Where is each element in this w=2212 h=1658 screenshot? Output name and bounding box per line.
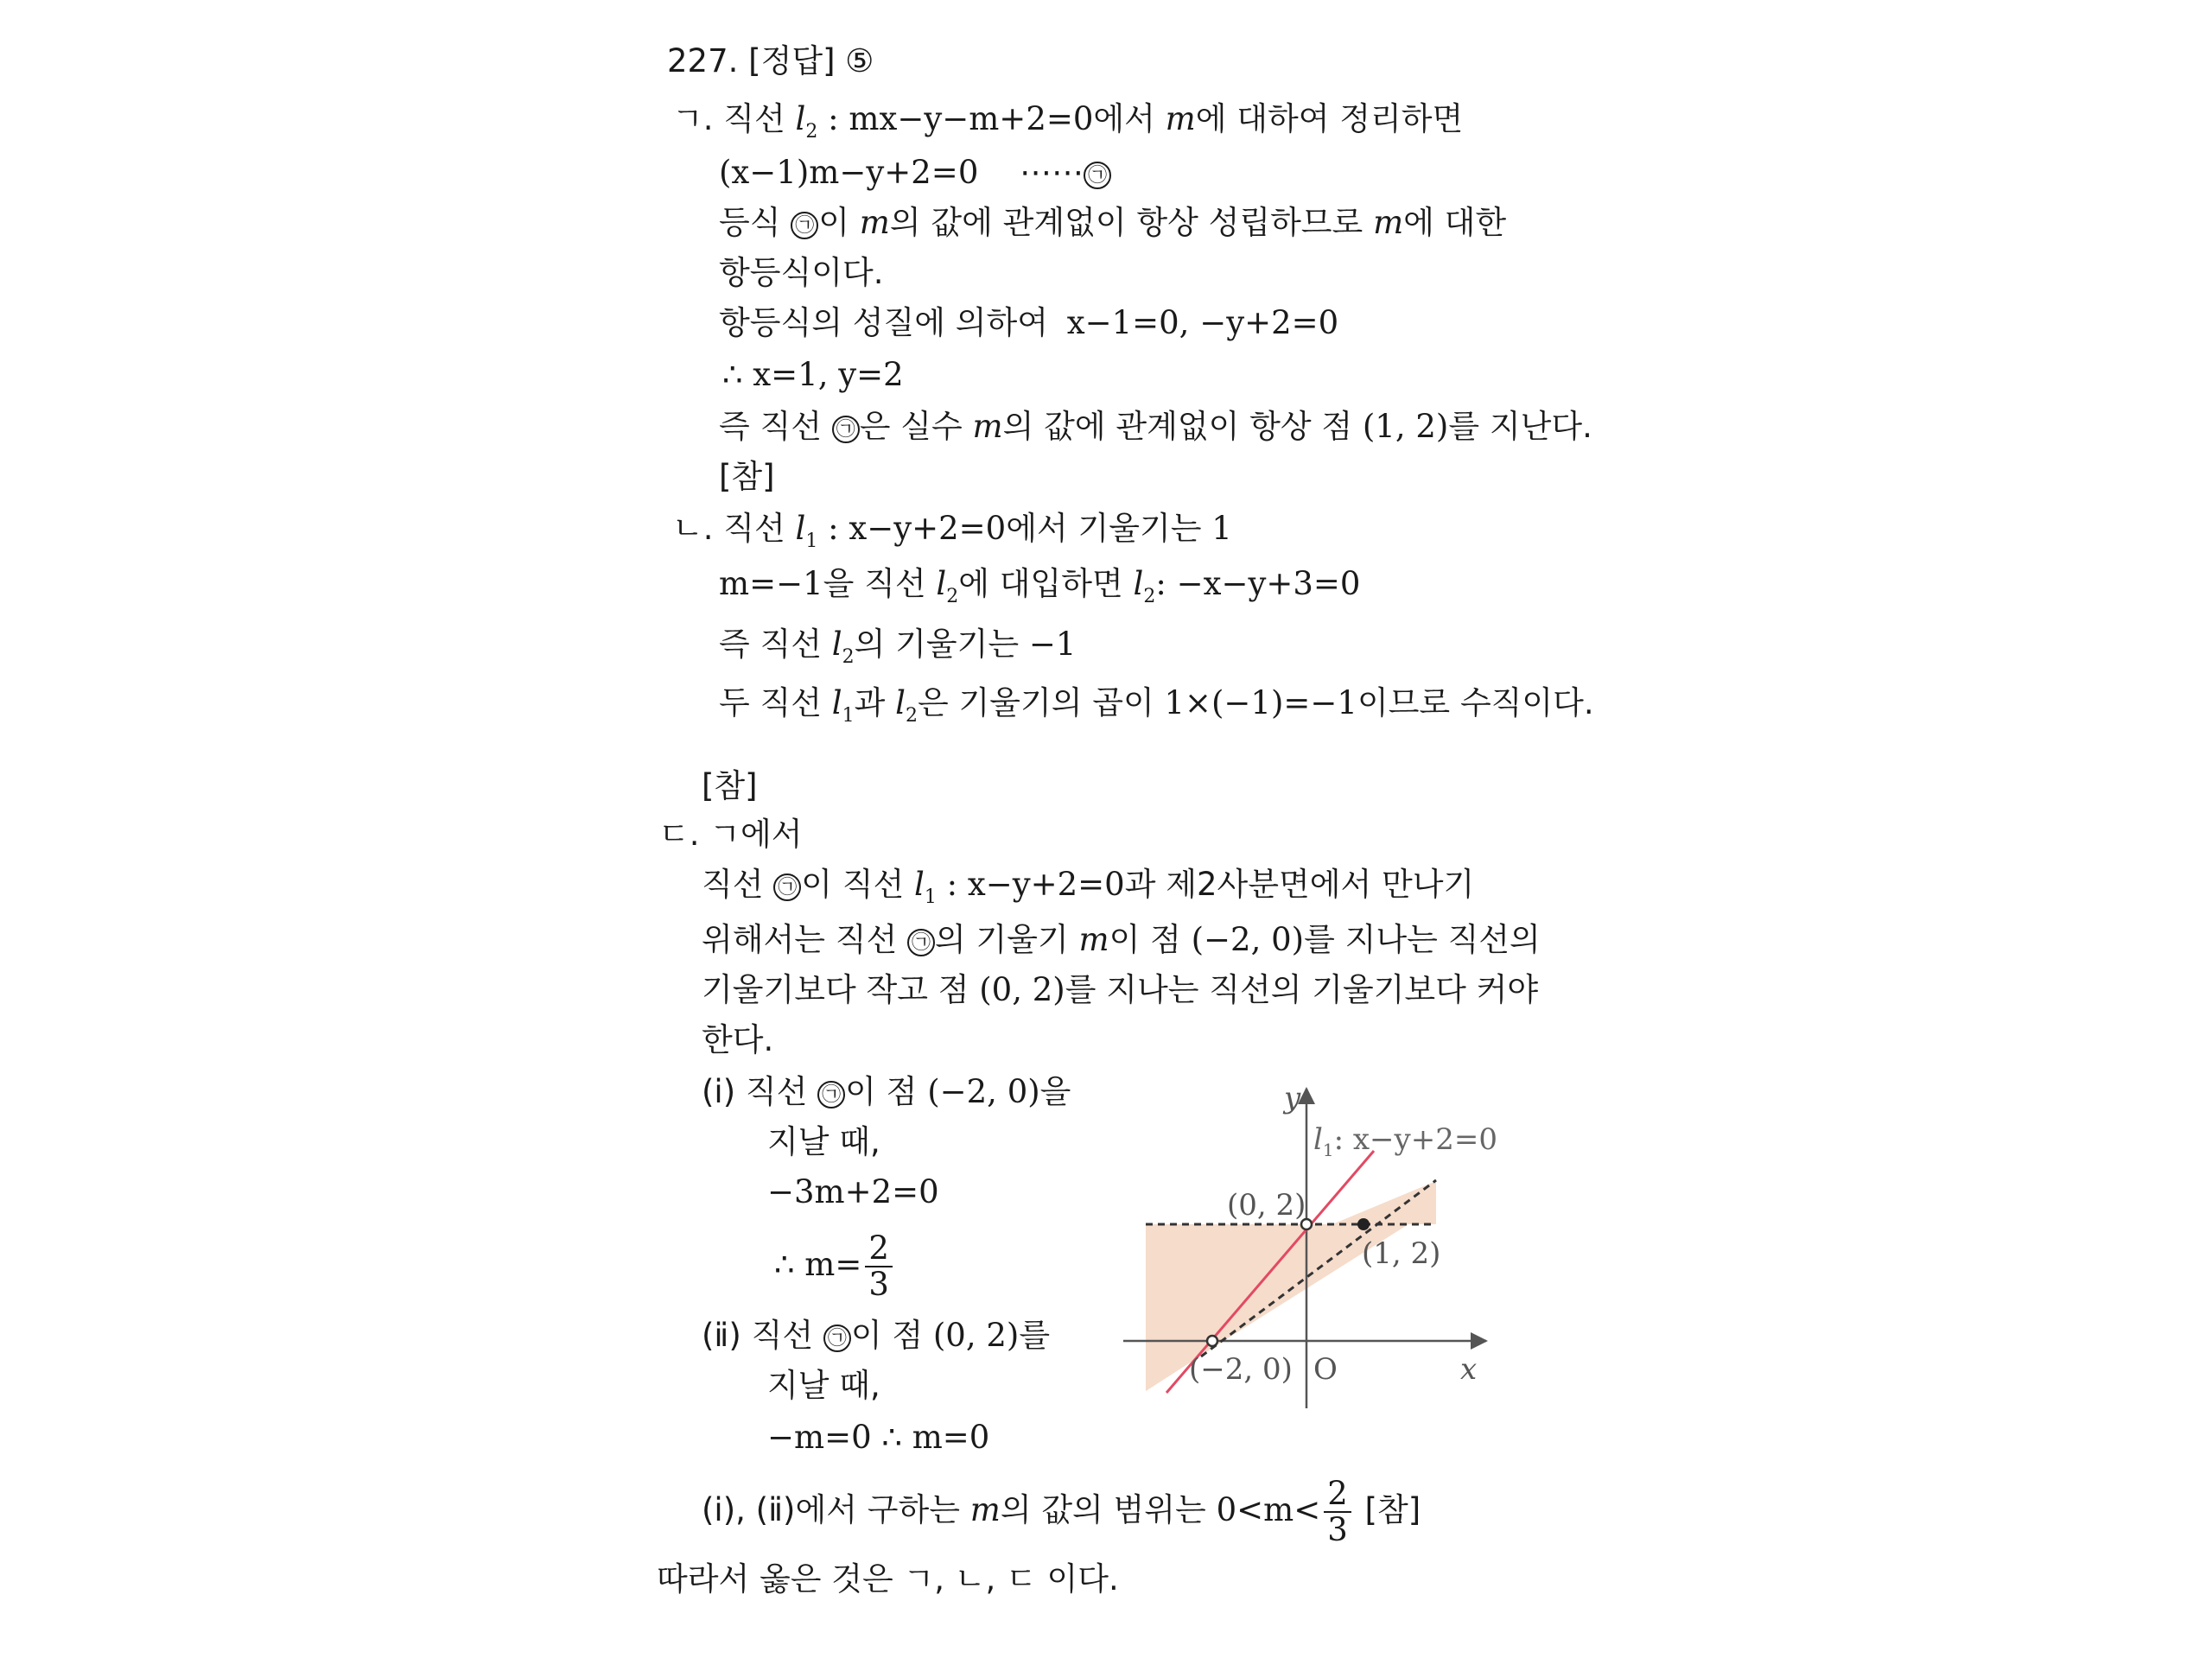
circle-mark: ㉠ <box>832 416 860 443</box>
l-symbol: l <box>936 565 947 602</box>
l1-equation: : x−y+2=0 <box>946 866 1125 903</box>
text: ∴ m= <box>774 1246 862 1283</box>
subscript: 2 <box>905 705 918 727</box>
case2-line1 <box>702 1317 1050 1355</box>
equation: x−1=0, −y+2=0 <box>1066 304 1339 341</box>
text: 이 점 <box>850 1317 924 1354</box>
part-b-line1 <box>672 510 1232 561</box>
part-a-marker: ㄱ. <box>672 100 714 137</box>
subscript: 1 <box>805 530 818 552</box>
fraction <box>865 1231 893 1302</box>
subscript: 1 <box>842 705 855 727</box>
l-symbol: l <box>1313 1122 1323 1157</box>
text: 의 값에 관계없이 항상 점 <box>1002 408 1353 445</box>
part-c-line2 <box>702 921 1541 959</box>
text: 항등식의 성질에 의하여 <box>719 304 1048 341</box>
text: 에 대한 <box>1403 204 1507 241</box>
text: 을 <box>1039 1073 1071 1110</box>
circle-mark: ㉠ <box>773 873 801 901</box>
point: (1, 2) <box>1362 408 1449 445</box>
dots: ⋯⋯ <box>1020 154 1084 191</box>
part-a-line4: 항등식이다. <box>719 254 884 291</box>
part-a-line3 <box>719 204 1506 242</box>
part-c-line1 <box>702 866 1474 917</box>
var-m: m <box>1373 204 1404 241</box>
x-axis-label: x <box>1460 1352 1478 1387</box>
text: 를 지난다. <box>1448 408 1592 445</box>
text: 의 기울기 <box>934 921 1069 958</box>
label-point-0-2: (0, 2) <box>1227 1188 1306 1223</box>
text: 이 <box>818 204 849 241</box>
numerator: 2 <box>865 1231 893 1267</box>
point: (−2, 0) <box>927 1073 1040 1110</box>
case-label: (ⅰ) <box>702 1073 736 1110</box>
conclusion: 따라서 옳은 것은 ㄱ, ㄴ, ㄷ 이다. <box>657 1560 1119 1598</box>
answer-label: [정답] <box>748 42 836 79</box>
subscript: 2 <box>842 646 855 668</box>
equation: −x−y+3=0 <box>1176 565 1361 602</box>
text: 의 값의 범위는 <box>1000 1491 1206 1528</box>
text: 이 점 <box>845 1073 918 1110</box>
part-a-line6: ∴ x=1, y=2 <box>722 356 904 393</box>
case2-equation: −m=0 ∴ m=0 <box>767 1419 990 1456</box>
text: 등식 <box>719 204 781 241</box>
text: 이 직선 <box>801 866 905 903</box>
l1-equation: : x−y+2=0 <box>1333 1122 1497 1157</box>
label-point-1-2: (1, 2) <box>1362 1236 1441 1271</box>
l2-equation: : mx−y−m+2=0 <box>828 100 1094 137</box>
text: 이 점 <box>1109 921 1181 958</box>
text: 를 <box>1019 1317 1051 1354</box>
text: 직선 <box>723 100 785 137</box>
y-axis-label: y <box>1284 1081 1301 1115</box>
coordinate-graph <box>1115 1071 1564 1434</box>
case1-result <box>774 1223 896 1306</box>
l-symbol: l <box>795 100 806 137</box>
circle-mark: ㉠ <box>791 212 818 239</box>
var-m: m <box>1078 921 1109 958</box>
value: −1 <box>1028 626 1077 663</box>
part-a-line7 <box>719 408 1592 446</box>
problem-header <box>667 42 874 80</box>
var-m: m <box>859 204 890 241</box>
part-a-line2 <box>719 154 1111 192</box>
text: 직선 <box>751 1317 814 1354</box>
numerator: 2 <box>1324 1477 1351 1513</box>
text: 를 지나는 직선의 기울기보다 커야 <box>1065 971 1539 1008</box>
case1-equation: −3m+2=0 <box>767 1173 939 1210</box>
circle-mark: ㉠ <box>817 1081 845 1109</box>
range-line <box>702 1469 1421 1552</box>
text: 은 실수 <box>859 408 963 445</box>
fraction <box>1324 1474 1351 1548</box>
text: 과 제2사분면에서 만나기 <box>1124 866 1475 903</box>
part-b-line2: m=−1을 직선 $l_2$에 대입하면 $l_2$: −x−y+3=0 <box>719 565 1361 607</box>
part-a-line1 <box>672 100 1463 151</box>
circle-mark: ㉠ <box>907 929 935 956</box>
point: (−2, 0) <box>1191 921 1305 958</box>
text: 에서 <box>1093 100 1155 137</box>
point-1-2 <box>1357 1218 1370 1230</box>
text: 의 값에 관계없이 항상 성립하므로 <box>889 204 1363 241</box>
part-c-line4: 한다. <box>702 1021 774 1058</box>
value: 1 <box>1211 510 1232 547</box>
equation: m=−1 <box>719 565 823 602</box>
line-l1-label <box>1313 1122 1497 1160</box>
origin-label: O <box>1313 1352 1338 1387</box>
l-symbol: l <box>795 510 806 547</box>
var-m: m <box>1165 100 1196 137</box>
l-symbol: l <box>895 684 906 721</box>
point: (0, 2) <box>932 1317 1020 1354</box>
subscript: 1 <box>924 886 937 908</box>
part-b-line4 <box>719 684 1594 735</box>
circle-mark: ㉠ <box>823 1324 851 1352</box>
text: 직선 <box>723 510 785 547</box>
var-m: m <box>972 408 1003 445</box>
text: 직선 <box>702 866 764 903</box>
part-b-marker: ㄴ. <box>672 510 714 547</box>
l-symbol: l <box>914 866 925 903</box>
case-label: (ⅱ) <box>702 1317 741 1354</box>
text: 를 지나는 직선의 <box>1304 921 1541 958</box>
answer-choice: ⑤ <box>845 42 874 79</box>
text: 기울기보다 작고 점 <box>702 971 969 1008</box>
part-c-line3 <box>702 971 1538 1009</box>
denominator: 3 <box>868 1265 889 1303</box>
part-c-marker: ㄷ. <box>658 816 700 853</box>
text: 즉 직선 <box>719 626 822 663</box>
part-a-line5 <box>719 304 1338 342</box>
subscript: 2 <box>1143 586 1156 607</box>
l-symbol: l <box>1133 565 1144 602</box>
text: 에 대하여 정리하면 <box>1195 100 1464 137</box>
text: 이므로 수직이다. <box>1357 684 1594 721</box>
part-a-verdict: [참] <box>719 458 775 495</box>
equation-1: (x−1)m−y+2=0 <box>719 154 979 191</box>
var-m: m <box>969 1491 1001 1528</box>
point: (0, 2) <box>979 971 1065 1008</box>
text: 위해서는 직선 <box>702 921 898 958</box>
l1-equation: : x−y+2=0 <box>828 510 1007 547</box>
text: 에서 기울기는 <box>1006 510 1202 547</box>
point-minus2-0 <box>1207 1336 1217 1346</box>
part-c-line0 <box>658 816 803 854</box>
inequality: 0<m< <box>1216 1491 1321 1528</box>
case1-line2: 지날 때, <box>767 1123 880 1160</box>
text: 의 기울기는 <box>854 626 1020 663</box>
l-symbol: l <box>831 626 842 663</box>
circle-mark: ㉠ <box>1084 162 1111 189</box>
text: 에 대입하면 <box>958 565 1123 602</box>
subscript: 1 <box>1322 1140 1334 1160</box>
text: 즉 직선 <box>719 408 822 445</box>
subscript: 2 <box>946 586 959 607</box>
text: 두 직선 <box>719 684 822 721</box>
part-b-line3 <box>719 626 1076 677</box>
equation: 1×(−1)=−1 <box>1164 684 1357 721</box>
part-b-verdict: [참] <box>702 767 758 804</box>
case2-line2: 지날 때, <box>767 1367 880 1404</box>
verdict: [참] <box>1364 1491 1421 1528</box>
l-symbol: l <box>831 684 842 721</box>
label-point-minus2-0: (−2, 0) <box>1189 1352 1293 1387</box>
subscript: 2 <box>805 121 818 143</box>
text: 은 기울기의 곱이 <box>917 684 1154 721</box>
text: (ⅰ), (ⅱ)에서 구하는 <box>702 1491 960 1528</box>
case1-line1 <box>702 1073 1071 1111</box>
denominator: 3 <box>1327 1510 1348 1548</box>
problem-number: 227. <box>667 42 739 79</box>
text: 직선 <box>745 1073 808 1110</box>
text: ㄱ에서 <box>709 816 803 853</box>
text: 을 직선 <box>823 565 926 602</box>
text: 과 <box>854 684 886 721</box>
